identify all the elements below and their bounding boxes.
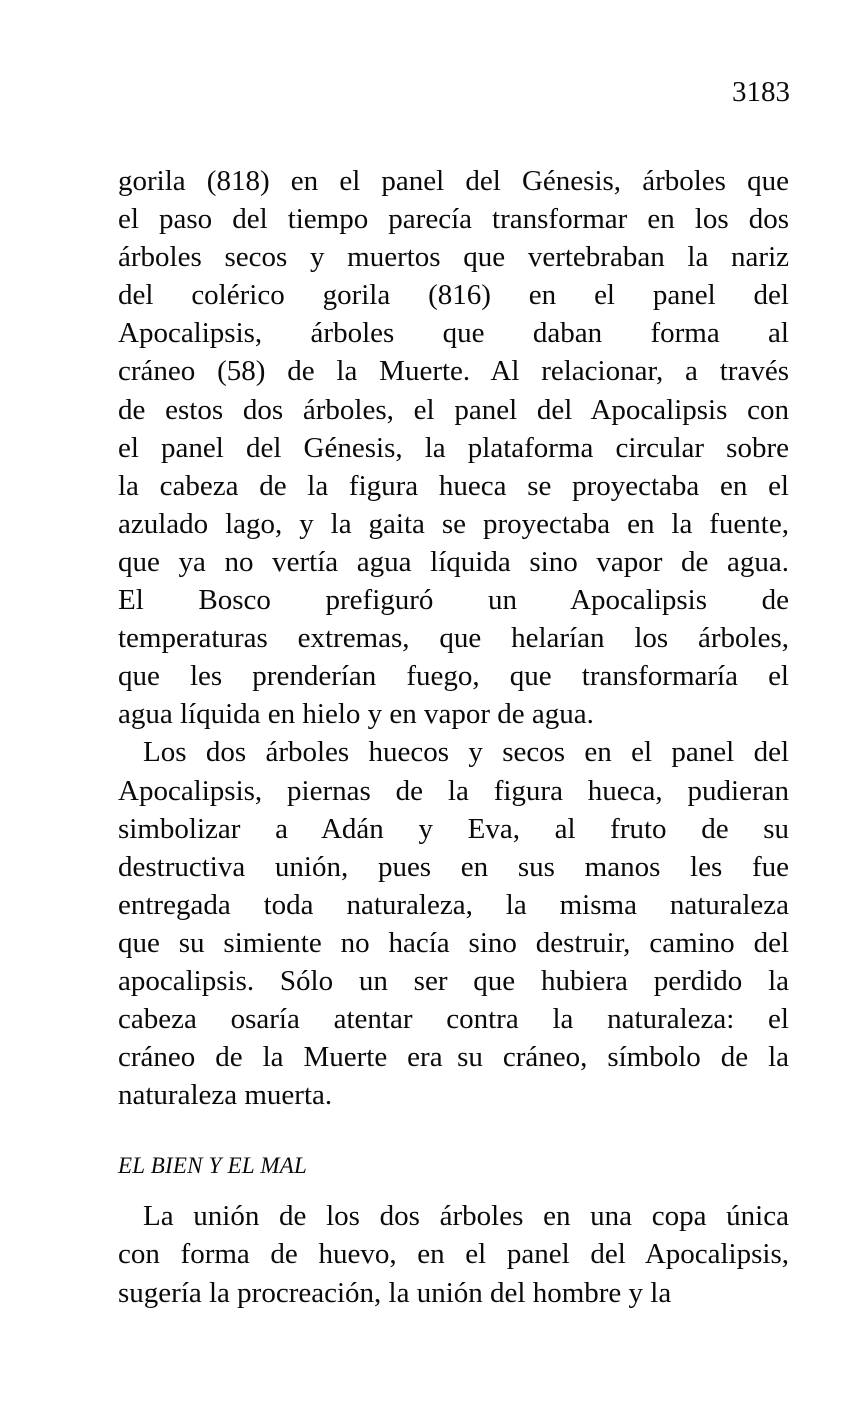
text-line: La unión de los dos árboles en una copa única xyxy=(143,1200,789,1233)
text-line: cabeza osaría atentar contra la naturaleza: el xyxy=(118,1003,789,1036)
text-line: destructiva unión, pues en sus manos les fue xyxy=(118,850,789,883)
text-line: agua líquida en hielo y en vapor de agua. xyxy=(118,698,594,731)
text-line: del colérico gorila (816) en el panel del xyxy=(118,279,789,312)
text-line: la cabeza de la figura hueca se proyectaba en el xyxy=(118,469,789,502)
section-heading: EL BIEN Y EL MAL xyxy=(118,1153,307,1179)
text-line: que les prenderían fuego, que transformaría el xyxy=(118,660,789,693)
text-line: que ya no vertía agua líquida sino vapor de agua. xyxy=(118,545,789,578)
text-line: cráneo de la Muerte era su cráneo, símbolo de la xyxy=(118,1041,789,1074)
text-line: árboles secos y muertos que vertebraban la nariz xyxy=(118,241,789,274)
text-line: el panel del Génesis, la plataforma circular sobre xyxy=(118,431,789,464)
text-line: naturaleza muerta. xyxy=(118,1079,333,1112)
text-line: El Bosco prefiguró un Apocalipsis de xyxy=(118,584,789,617)
text-line: de estos dos árboles, el panel del Apocalipsis con xyxy=(118,393,789,426)
page-header xyxy=(118,73,790,111)
text-line: cráneo (58) de la Muerte. Al relacionar, a través xyxy=(118,355,789,388)
paragraph xyxy=(118,733,789,1114)
paragraph xyxy=(118,1197,789,1311)
text-line: temperaturas extremas, que helarían los árboles, xyxy=(118,622,789,655)
text-line: que su simiente no hacía sino destruir, camino del xyxy=(118,926,789,959)
paragraph xyxy=(118,162,789,733)
text-line: gorila (818) en el panel del Génesis, árboles que xyxy=(118,165,789,197)
text-line: con forma de huevo, en el panel del Apocalipsis, xyxy=(118,1238,789,1271)
page-number: 3183 xyxy=(732,76,790,108)
text-line: entregada toda naturaleza, la misma naturaleza xyxy=(118,888,789,921)
page-body xyxy=(118,162,789,1312)
text-line: Los dos árboles huecos y secos en el panel del xyxy=(143,736,789,769)
text-line: el paso del tiempo parecía transformar en los dos xyxy=(118,203,789,236)
text-line: azulado lago, y la gaita se proyectaba en la fuente, xyxy=(118,507,789,540)
text-line: Apocalipsis, piernas de la figura hueca, pudieran xyxy=(118,774,789,807)
text-line: simbolizar a Adán y Eva, al fruto de su xyxy=(118,812,789,845)
text-line: apocalipsis. Sólo un ser que hubiera perdido la xyxy=(118,964,789,997)
text-line: Apocalipsis, árboles que daban forma al xyxy=(118,317,789,350)
text-line: sugería la procreación, la unión del hombre y la xyxy=(118,1276,672,1309)
